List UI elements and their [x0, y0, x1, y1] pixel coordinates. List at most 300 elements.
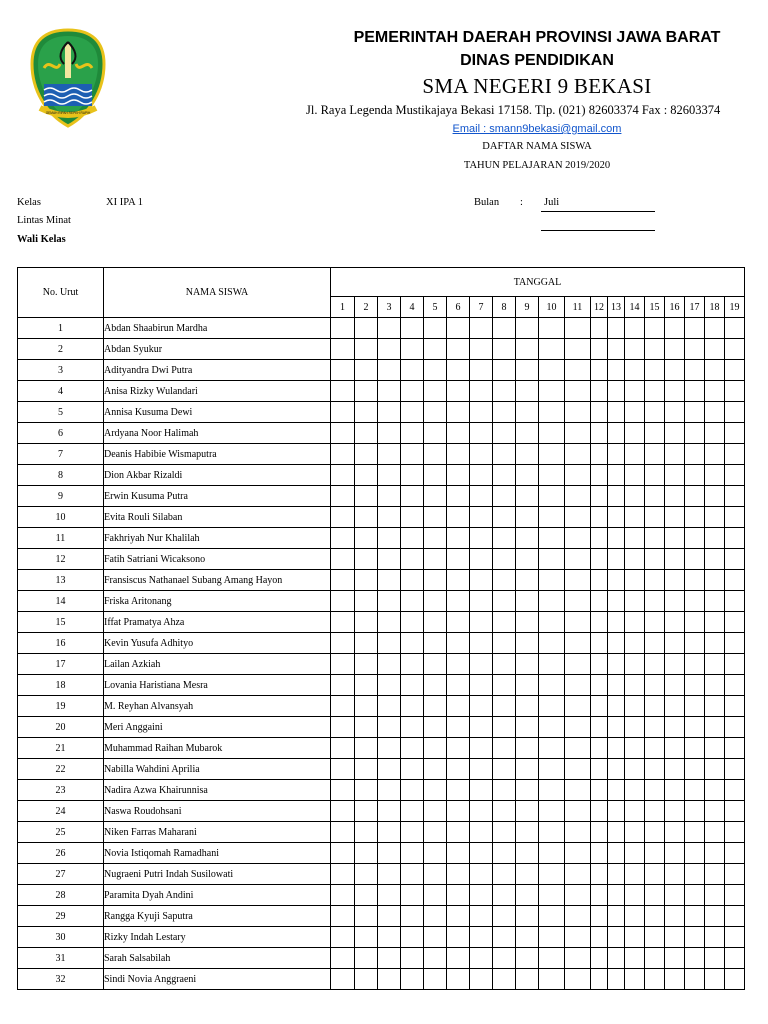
student-number: 19 — [18, 696, 104, 717]
attendance-cell — [470, 906, 493, 927]
attendance-cell — [591, 675, 608, 696]
attendance-cell — [401, 696, 424, 717]
student-number: 30 — [18, 927, 104, 948]
attendance-cell — [516, 549, 539, 570]
attendance-cell — [665, 675, 685, 696]
attendance-cell — [608, 360, 625, 381]
attendance-cell — [565, 381, 591, 402]
attendance-cell — [424, 675, 447, 696]
student-name: Lailan Azkiah — [104, 654, 331, 675]
attendance-cell — [378, 339, 401, 360]
attendance-cell — [625, 759, 645, 780]
attendance-cell — [725, 822, 745, 843]
attendance-cell — [516, 486, 539, 507]
attendance-cell — [493, 927, 516, 948]
attendance-cell — [705, 612, 725, 633]
attendance-cell — [608, 381, 625, 402]
government-title: PEMERINTAH DAERAH PROVINSI JAWA BARAT — [353, 29, 721, 46]
attendance-cell — [378, 360, 401, 381]
attendance-cell — [331, 822, 355, 843]
attendance-cell — [447, 801, 470, 822]
attendance-cell — [355, 780, 378, 801]
column-header-date: TANGGAL — [331, 268, 745, 297]
attendance-cell — [539, 948, 565, 969]
day-header: 18 — [705, 297, 725, 318]
attendance-cell — [685, 822, 705, 843]
attendance-cell — [705, 759, 725, 780]
attendance-cell — [608, 717, 625, 738]
table-row — [18, 633, 745, 654]
attendance-cell — [685, 717, 705, 738]
attendance-cell — [665, 486, 685, 507]
attendance-cell — [685, 528, 705, 549]
student-number: 12 — [18, 549, 104, 570]
student-name: Nadira Azwa Khairunnisa — [104, 780, 331, 801]
table-row — [18, 402, 745, 423]
attendance-cell — [665, 339, 685, 360]
student-name: Abdan Shaabirun Mardha — [104, 318, 331, 339]
attendance-cell — [608, 843, 625, 864]
attendance-cell — [685, 948, 705, 969]
attendance-cell — [355, 423, 378, 444]
attendance-cell — [591, 738, 608, 759]
table-row — [18, 969, 745, 990]
attendance-cell — [625, 402, 645, 423]
student-name: Deanis Habibie Wismaputra — [104, 444, 331, 465]
attendance-cell — [665, 864, 685, 885]
attendance-cell — [565, 969, 591, 990]
attendance-cell — [493, 486, 516, 507]
attendance-cell — [331, 507, 355, 528]
attendance-cell — [355, 843, 378, 864]
attendance-cell — [625, 843, 645, 864]
attendance-cell — [447, 465, 470, 486]
attendance-cell — [591, 696, 608, 717]
attendance-cell — [331, 423, 355, 444]
student-name: Meri Anggaini — [104, 717, 331, 738]
attendance-cell — [625, 549, 645, 570]
attendance-cell — [685, 381, 705, 402]
table-row — [18, 339, 745, 360]
attendance-cell — [539, 822, 565, 843]
attendance-cell — [401, 591, 424, 612]
attendance-cell — [645, 591, 665, 612]
attendance-cell — [565, 402, 591, 423]
attendance-cell — [447, 864, 470, 885]
student-number: 11 — [18, 528, 104, 549]
attendance-cell — [378, 549, 401, 570]
attendance-cell — [591, 612, 608, 633]
attendance-table — [17, 267, 745, 990]
extra-underline — [541, 230, 655, 231]
attendance-cell — [685, 570, 705, 591]
attendance-cell — [665, 969, 685, 990]
table-row — [18, 423, 745, 444]
attendance-cell — [608, 402, 625, 423]
attendance-cell — [355, 759, 378, 780]
attendance-cell — [705, 381, 725, 402]
attendance-cell — [401, 654, 424, 675]
attendance-cell — [645, 969, 665, 990]
attendance-cell — [608, 549, 625, 570]
attendance-cell — [725, 675, 745, 696]
attendance-cell — [378, 927, 401, 948]
attendance-cell — [565, 486, 591, 507]
attendance-cell — [591, 780, 608, 801]
attendance-cell — [625, 444, 645, 465]
attendance-cell — [493, 843, 516, 864]
attendance-cell — [705, 801, 725, 822]
attendance-cell — [424, 633, 447, 654]
attendance-cell — [539, 402, 565, 423]
attendance-cell — [565, 801, 591, 822]
attendance-cell — [516, 402, 539, 423]
attendance-cell — [447, 591, 470, 612]
attendance-cell — [493, 549, 516, 570]
attendance-cell — [331, 549, 355, 570]
attendance-cell — [424, 717, 447, 738]
attendance-cell — [470, 822, 493, 843]
attendance-cell — [516, 675, 539, 696]
attendance-cell — [625, 906, 645, 927]
attendance-cell — [424, 780, 447, 801]
attendance-cell — [424, 801, 447, 822]
attendance-cell — [665, 381, 685, 402]
table-row — [18, 654, 745, 675]
attendance-cell — [331, 486, 355, 507]
attendance-cell — [355, 906, 378, 927]
attendance-cell — [705, 969, 725, 990]
attendance-cell — [401, 570, 424, 591]
attendance-cell — [355, 801, 378, 822]
attendance-cell — [401, 444, 424, 465]
attendance-cell — [625, 339, 645, 360]
attendance-cell — [608, 318, 625, 339]
attendance-cell — [378, 444, 401, 465]
attendance-cell — [725, 969, 745, 990]
attendance-cell — [378, 906, 401, 927]
attendance-cell — [591, 906, 608, 927]
attendance-cell — [608, 948, 625, 969]
student-number: 4 — [18, 381, 104, 402]
attendance-cell — [608, 738, 625, 759]
student-name: Niken Farras Maharani — [104, 822, 331, 843]
attendance-cell — [355, 927, 378, 948]
attendance-cell — [378, 969, 401, 990]
attendance-cell — [665, 465, 685, 486]
attendance-cell — [447, 549, 470, 570]
attendance-cell — [725, 486, 745, 507]
attendance-cell — [625, 570, 645, 591]
attendance-cell — [608, 759, 625, 780]
attendance-cell — [645, 864, 665, 885]
attendance-cell — [725, 633, 745, 654]
attendance-cell — [424, 843, 447, 864]
attendance-cell — [705, 339, 725, 360]
attendance-cell — [516, 906, 539, 927]
student-number: 22 — [18, 759, 104, 780]
attendance-cell — [470, 612, 493, 633]
table-row — [18, 927, 745, 948]
attendance-cell — [470, 843, 493, 864]
attendance-cell — [447, 633, 470, 654]
student-name: Nugraeni Putri Indah Susilowati — [104, 864, 331, 885]
table-row — [18, 465, 745, 486]
month-separator: : — [520, 197, 523, 208]
student-number: 31 — [18, 948, 104, 969]
attendance-cell — [378, 528, 401, 549]
attendance-cell — [591, 381, 608, 402]
attendance-cell — [625, 360, 645, 381]
attendance-cell — [625, 969, 645, 990]
day-header: 12 — [591, 297, 608, 318]
day-header: 11 — [565, 297, 591, 318]
attendance-cell — [424, 528, 447, 549]
attendance-cell — [705, 486, 725, 507]
attendance-cell — [516, 423, 539, 444]
attendance-cell — [378, 381, 401, 402]
attendance-cell — [331, 339, 355, 360]
attendance-cell — [447, 360, 470, 381]
homeroom-teacher-label: Wali Kelas — [17, 234, 66, 245]
attendance-cell — [645, 696, 665, 717]
student-name: Friska Aritonang — [104, 591, 331, 612]
attendance-cell — [355, 654, 378, 675]
table-row — [18, 360, 745, 381]
attendance-cell — [665, 360, 685, 381]
attendance-cell — [591, 717, 608, 738]
attendance-cell — [355, 969, 378, 990]
attendance-cell — [725, 465, 745, 486]
attendance-cell — [645, 717, 665, 738]
attendance-cell — [355, 318, 378, 339]
attendance-cell — [424, 360, 447, 381]
attendance-cell — [331, 717, 355, 738]
attendance-cell — [470, 528, 493, 549]
attendance-cell — [447, 675, 470, 696]
attendance-cell — [401, 549, 424, 570]
class-value: XI IPA 1 — [106, 197, 143, 208]
attendance-cell — [331, 864, 355, 885]
attendance-cell — [355, 507, 378, 528]
attendance-cell — [665, 906, 685, 927]
attendance-cell — [665, 612, 685, 633]
attendance-cell — [645, 948, 665, 969]
email-link[interactable]: Email : smann9bekasi@gmail.com — [452, 123, 622, 135]
attendance-cell — [705, 444, 725, 465]
attendance-cell — [401, 843, 424, 864]
attendance-cell — [539, 675, 565, 696]
attendance-cell — [355, 864, 378, 885]
attendance-cell — [539, 906, 565, 927]
attendance-cell — [705, 696, 725, 717]
attendance-cell — [685, 843, 705, 864]
table-row — [18, 591, 745, 612]
day-header: 7 — [470, 297, 493, 318]
attendance-cell — [447, 696, 470, 717]
attendance-cell — [331, 738, 355, 759]
attendance-cell — [608, 633, 625, 654]
attendance-cell — [516, 528, 539, 549]
attendance-cell — [608, 654, 625, 675]
attendance-cell — [645, 486, 665, 507]
student-name: Rizky Indah Lestary — [104, 927, 331, 948]
attendance-cell — [378, 843, 401, 864]
attendance-cell — [705, 570, 725, 591]
month-value: Juli — [544, 197, 560, 208]
attendance-cell — [685, 633, 705, 654]
attendance-cell — [539, 423, 565, 444]
attendance-cell — [516, 969, 539, 990]
attendance-cell — [516, 360, 539, 381]
attendance-cell — [424, 444, 447, 465]
attendance-cell — [608, 696, 625, 717]
attendance-cell — [447, 507, 470, 528]
attendance-cell — [665, 402, 685, 423]
attendance-cell — [516, 759, 539, 780]
attendance-cell — [685, 423, 705, 444]
attendance-cell — [705, 318, 725, 339]
attendance-cell — [685, 969, 705, 990]
attendance-cell — [355, 570, 378, 591]
attendance-cell — [470, 423, 493, 444]
attendance-cell — [645, 339, 665, 360]
table-row — [18, 381, 745, 402]
attendance-cell — [608, 528, 625, 549]
attendance-cell — [447, 885, 470, 906]
attendance-cell — [539, 360, 565, 381]
attendance-cell — [401, 465, 424, 486]
attendance-cell — [539, 549, 565, 570]
attendance-cell — [424, 906, 447, 927]
attendance-cell — [424, 759, 447, 780]
attendance-cell — [516, 738, 539, 759]
attendance-cell — [447, 654, 470, 675]
attendance-cell — [565, 654, 591, 675]
attendance-cell — [565, 528, 591, 549]
attendance-cell — [685, 318, 705, 339]
attendance-cell — [565, 360, 591, 381]
attendance-cell — [725, 717, 745, 738]
attendance-cell — [608, 969, 625, 990]
attendance-cell — [645, 528, 665, 549]
attendance-cell — [331, 591, 355, 612]
attendance-cell — [625, 528, 645, 549]
attendance-cell — [645, 738, 665, 759]
attendance-cell — [331, 465, 355, 486]
attendance-cell — [355, 444, 378, 465]
attendance-cell — [591, 969, 608, 990]
attendance-cell — [447, 948, 470, 969]
attendance-cell — [493, 675, 516, 696]
attendance-cell — [705, 360, 725, 381]
attendance-cell — [591, 822, 608, 843]
attendance-cell — [355, 486, 378, 507]
attendance-cell — [645, 927, 665, 948]
attendance-cell — [493, 612, 516, 633]
attendance-cell — [378, 402, 401, 423]
attendance-cell — [645, 612, 665, 633]
attendance-cell — [565, 843, 591, 864]
day-header: 6 — [447, 297, 470, 318]
attendance-cell — [705, 654, 725, 675]
attendance-cell — [470, 654, 493, 675]
attendance-cell — [401, 633, 424, 654]
attendance-cell — [447, 738, 470, 759]
attendance-cell — [625, 717, 645, 738]
attendance-cell — [565, 507, 591, 528]
attendance-cell — [665, 717, 685, 738]
attendance-cell — [470, 318, 493, 339]
attendance-cell — [645, 465, 665, 486]
attendance-cell — [608, 465, 625, 486]
attendance-cell — [725, 654, 745, 675]
attendance-cell — [591, 465, 608, 486]
attendance-cell — [378, 612, 401, 633]
attendance-cell — [685, 612, 705, 633]
attendance-cell — [685, 885, 705, 906]
student-number: 5 — [18, 402, 104, 423]
attendance-cell — [516, 507, 539, 528]
attendance-cell — [470, 339, 493, 360]
table-row — [18, 486, 745, 507]
attendance-cell — [591, 633, 608, 654]
attendance-cell — [608, 885, 625, 906]
attendance-cell — [725, 381, 745, 402]
attendance-cell — [401, 717, 424, 738]
attendance-cell — [424, 654, 447, 675]
attendance-cell — [470, 486, 493, 507]
attendance-cell — [625, 738, 645, 759]
province-emblem-logo — [30, 28, 106, 128]
month-label: Bulan — [474, 197, 500, 208]
attendance-cell — [539, 969, 565, 990]
attendance-cell — [705, 528, 725, 549]
attendance-cell — [725, 402, 745, 423]
attendance-cell — [401, 423, 424, 444]
attendance-cell — [470, 885, 493, 906]
table-row — [18, 549, 745, 570]
attendance-cell — [331, 570, 355, 591]
attendance-cell — [424, 465, 447, 486]
attendance-cell — [591, 948, 608, 969]
attendance-cell — [401, 738, 424, 759]
attendance-cell — [539, 318, 565, 339]
attendance-cell — [331, 885, 355, 906]
attendance-cell — [378, 696, 401, 717]
attendance-cell — [401, 864, 424, 885]
table-row — [18, 843, 745, 864]
attendance-cell — [645, 570, 665, 591]
attendance-cell — [493, 423, 516, 444]
attendance-cell — [645, 318, 665, 339]
attendance-cell — [516, 843, 539, 864]
table-row — [18, 507, 745, 528]
attendance-cell — [685, 759, 705, 780]
attendance-cell — [725, 759, 745, 780]
attendance-cell — [493, 318, 516, 339]
attendance-cell — [401, 675, 424, 696]
attendance-cell — [470, 738, 493, 759]
attendance-cell — [725, 738, 745, 759]
attendance-cell — [539, 843, 565, 864]
day-header: 13 — [608, 297, 625, 318]
attendance-cell — [331, 948, 355, 969]
attendance-cell — [608, 486, 625, 507]
attendance-cell — [591, 360, 608, 381]
attendance-cell — [447, 612, 470, 633]
attendance-cell — [493, 738, 516, 759]
